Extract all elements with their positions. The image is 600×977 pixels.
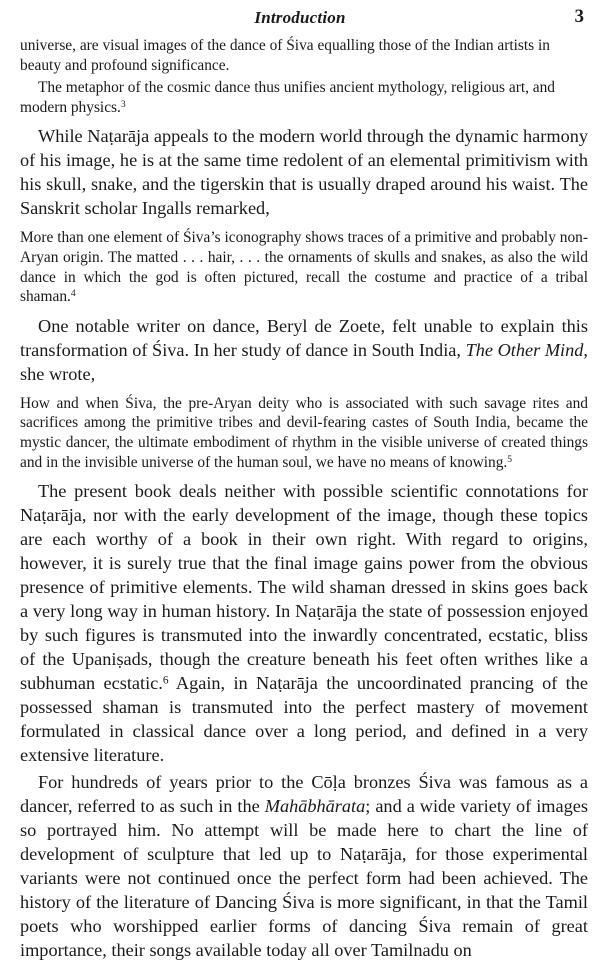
paragraph-2 [20, 78, 588, 117]
paragraph-6 [20, 770, 588, 962]
footnote-ref: 4 [70, 288, 76, 300]
italic-title: Mahābhārata [264, 796, 366, 817]
text-run: universe, are visual images of the dance of Śiva equalling those of the Indian artists in beauty and profound significance. [20, 37, 550, 74]
italic-title: The Other Mind [465, 339, 584, 360]
paragraph-4 [20, 314, 588, 386]
text-run: The metaphor of the cosmic dance thus unifies ancient mythology, religious art, and modern physics. [20, 79, 556, 116]
text-run: ; and a wide variety of images so portrayed him. No attempt will be made here to chart the line of development of sculpture that led up to Naṭarāja, for those experimental variants were not continued once the perfect form had been achieved. The history of the literature of Dancing Śiva is more significant, in that the Tamil poets who worshipped earlier forms of dancing Śiva remain of great importance, their songs available today all over Tamilnadu on [20, 796, 589, 961]
running-title: Introduction [254, 8, 346, 27]
text-run: How and when Śiva, the pre-Aryan deity who is associated with such savage rites and sacrifices among the primitive tribes and devil-fearing castes of South India, became the mystic dancer, the ultimate embodiment of rhythm in the visible universe of created things and in the invisible universe of the human soul, we have no means of knowing. [20, 394, 588, 471]
footnote-ref: 5 [507, 453, 513, 465]
paragraph-3 [20, 124, 588, 220]
text-run: , she wrote, [20, 339, 588, 384]
page-number: 3 [574, 6, 584, 27]
text-run: While Naṭarāja appeals to the modern world through the dynamic harmony of his image, he is at the same time redolent of an elemental primitivism with his skull, snake, and the tigerskin that is usually draped around his waist. The Sanskrit scholar Ingalls remarked, [20, 126, 588, 219]
text-run: Again, in Naṭarāja the uncoordinated prancing of the possessed shaman is transmuted into the perfect mastery of movement formulated in classical dance over a long period, and defined in a very extensive literature. [20, 673, 588, 766]
body-text [20, 36, 588, 962]
paragraph-1 [20, 36, 588, 75]
text-run: The present book deals neither with possible scientific connotations for Naṭarāja, nor with the early development of the image, though these topics are each worthy of a book in their own right. With regard to origins, however, it is surely true that the final image gains power from the obvious presence of primitive elements. The wild shaman dressed in skins goes back a very long way in human history. In Naṭarāja the state of possession enjoyed by such figures is transmuted into the inwardly concentrated, ecstatic, bliss of the Upaniṣads, though the creature beneath his feet often writhes like a subhuman ecstatic. [20, 481, 588, 694]
paragraph-5 [20, 479, 588, 767]
text-run: More than one element of Śiva’s iconography shows traces of a primitive and probably non-Aryan origin. The matted . . . hair, . . . the ornaments of skulls and snakes, as also the wild dance in which the god is often pictured, recall the costume and practice of a tribal shaman. [20, 229, 588, 306]
footnote-ref: 6 [162, 674, 169, 687]
block-quote-de-zoete [20, 394, 588, 472]
text-run: One notable writer on dance, Beryl de Zoete, felt unable to explain this transformation of Śiva. In her study of dance in South India, [20, 315, 588, 360]
block-quote-ingalls [20, 228, 588, 306]
footnote-ref: 3 [120, 99, 126, 111]
running-head [0, 6, 600, 32]
text-run: For hundreds of years prior to the Cōḷa bronzes Śiva was famous as a dancer, referred to as such in the [20, 772, 588, 817]
